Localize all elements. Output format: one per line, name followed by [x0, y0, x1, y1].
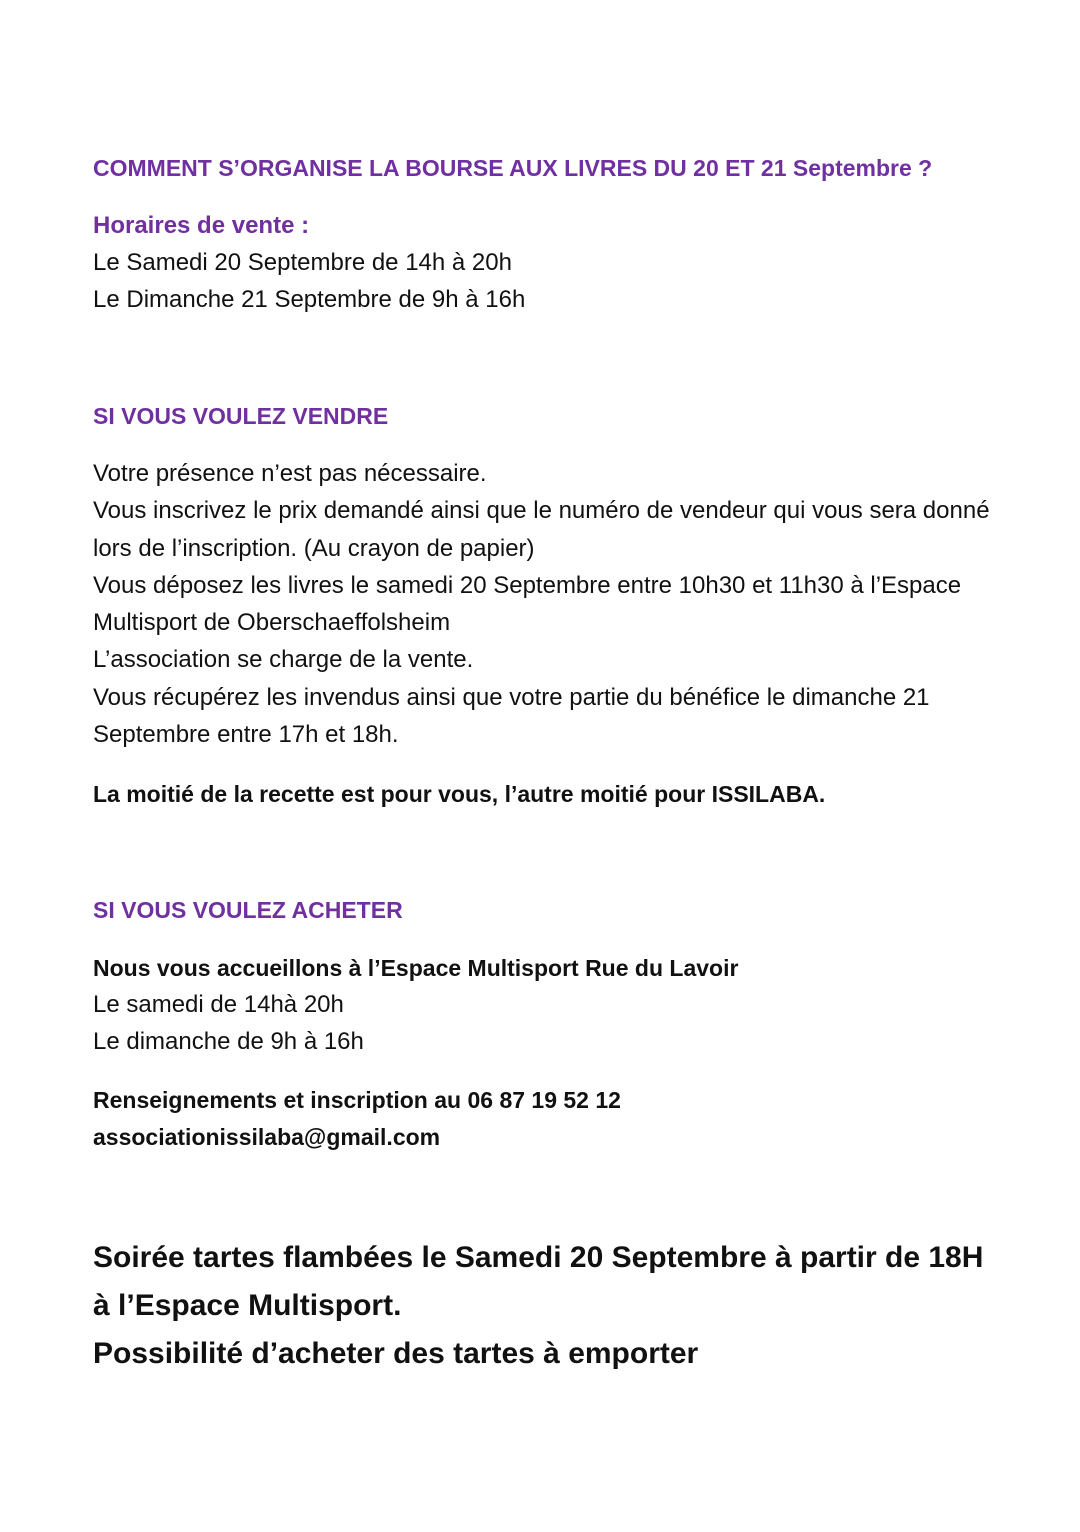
vendre-line: L’association se charge de la vente. [93, 646, 474, 673]
contact-phone: Renseignements et inscription au 06 87 19 52 12 [93, 1087, 621, 1113]
acheter-intro: Nous vous accueillons à l’Espace Multisport Rue du Lavoir [93, 955, 739, 981]
vendre-note: La moitié de la recette est pour vous, l’autre moitié pour ISSILABA. [93, 781, 826, 807]
horaires-line: Le Dimanche 21 Septembre de 9h à 16h [93, 286, 526, 313]
soiree-line: à l’Espace Multisport. [93, 1289, 402, 1322]
acheter-line: Le samedi de 14hà 20h [93, 991, 344, 1018]
vendre-line: Vous déposez les livres le samedi 20 Septembre entre 10h30 et 11h30 à l’Espace [93, 572, 962, 599]
vendre-line: Multisport de Oberschaeffolsheim [93, 609, 451, 636]
contact-email: associationissilaba@gmail.com [93, 1124, 441, 1150]
acheter-line: Le dimanche de 9h à 16h [93, 1028, 364, 1055]
soiree-line: Possibilité d’acheter des tartes à emporter [93, 1337, 699, 1370]
vendre-line: Septembre entre 17h et 18h. [93, 721, 399, 748]
soiree-line: Soirée tartes flambées le Samedi 20 Septembre à partir de 18H [93, 1241, 984, 1274]
vendre-heading: SI VOUS VOULEZ VENDRE [93, 403, 389, 429]
vendre-line: lors de l’inscription. (Au crayon de papier) [93, 535, 535, 562]
vendre-line: Vous récupérez les invendus ainsi que votre partie du bénéfice le dimanche 21 [93, 684, 930, 711]
horaires-heading: Horaires de vente : [93, 212, 310, 239]
horaires-line: Le Samedi 20 Septembre de 14h à 20h [93, 249, 512, 276]
page-title: COMMENT S’ORGANISE LA BOURSE AUX LIVRES DU 20 ET 21 Septembre ? [93, 155, 933, 181]
vendre-line: Votre présence n’est pas nécessaire. [93, 460, 487, 487]
acheter-heading: SI VOUS VOULEZ ACHETER [93, 897, 403, 923]
vendre-line: Vous inscrivez le prix demandé ainsi que le numéro de vendeur qui vous sera donné [93, 497, 990, 524]
